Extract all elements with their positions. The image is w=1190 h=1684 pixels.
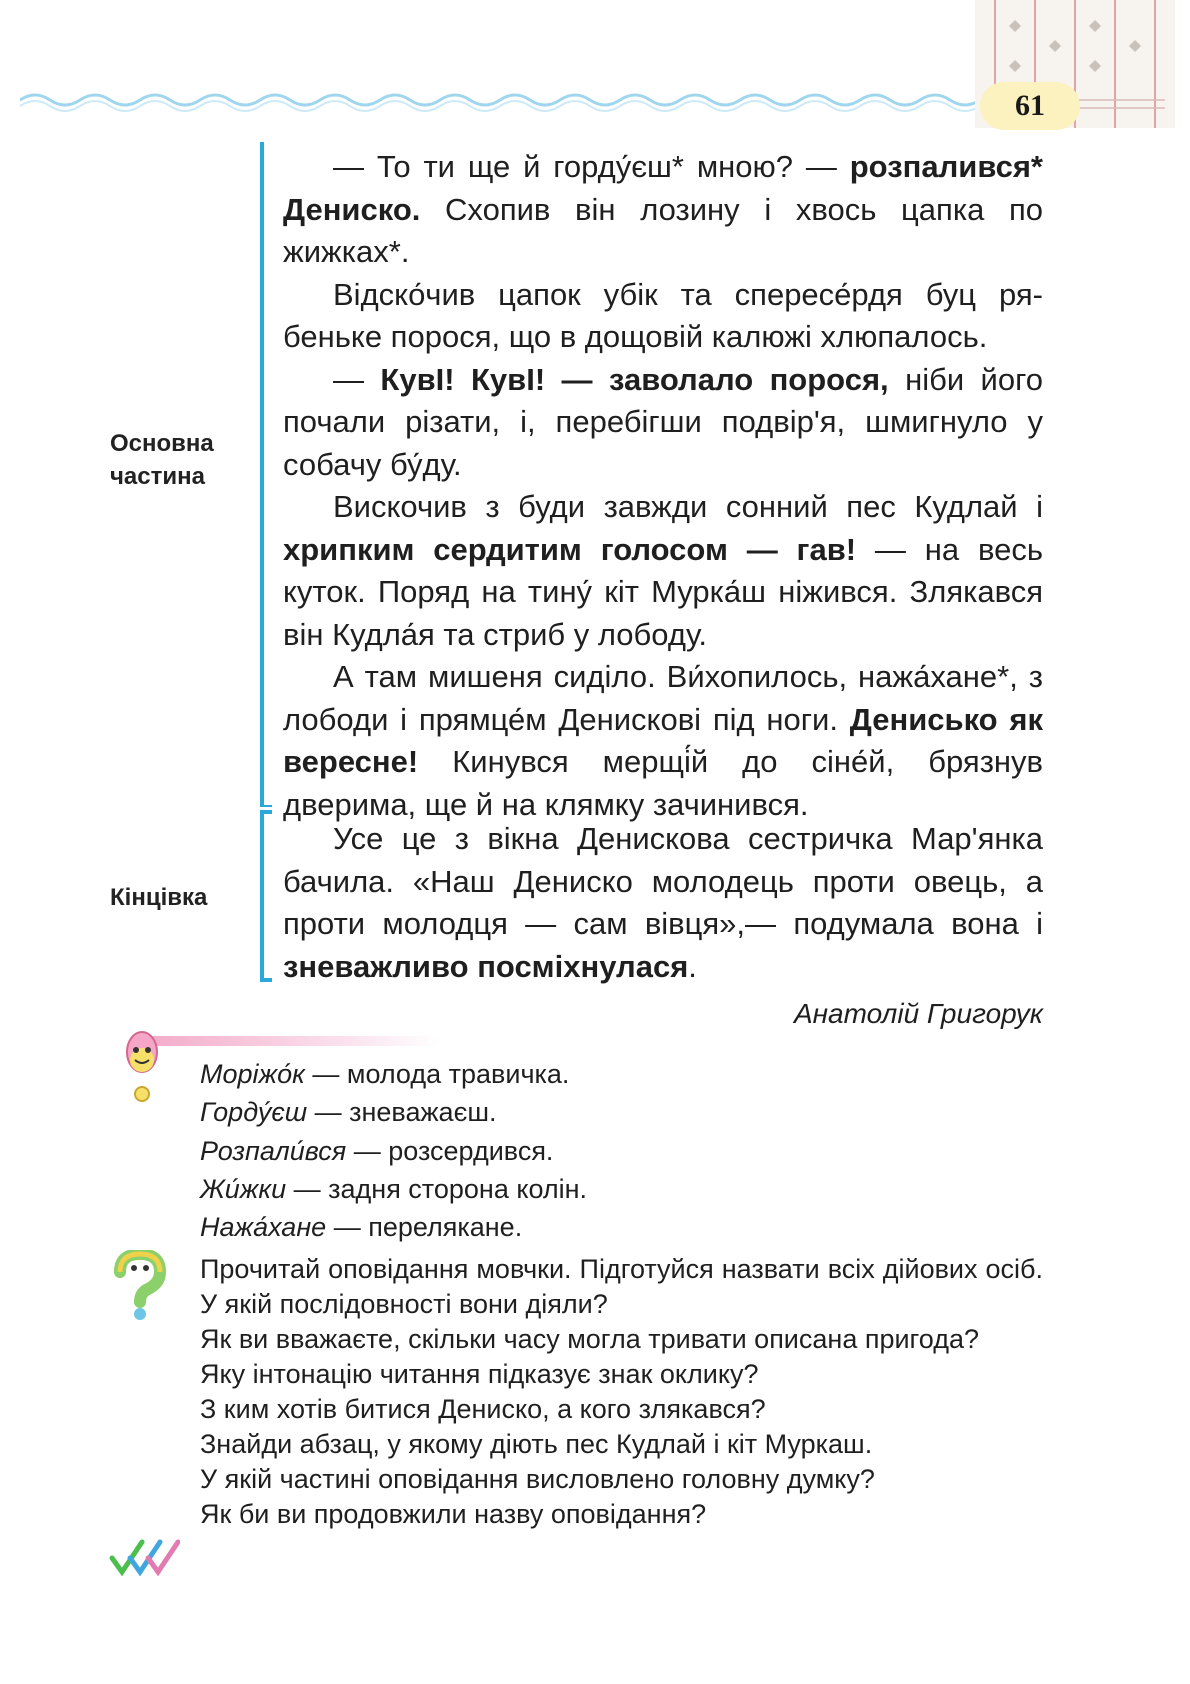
- story-bold-text: КувІ! КувІ! — заволало порося,: [380, 361, 889, 397]
- story-text: ніби його почали різати, і, перебігши подвір'я, шмигнуло у собачу бу́ду.: [283, 361, 1043, 482]
- story-text: А там мишеня сиділо. Ви́хопилось, нажа́хане*, з лободи і прямце́м Денискові під ноги.: [283, 659, 1043, 737]
- glossary-term: Жи́жки: [200, 1173, 287, 1204]
- story-ending: [283, 818, 1043, 988]
- header-wave-decoration: [20, 88, 980, 112]
- ending-bracket: [258, 810, 272, 982]
- main-part-label-line1: Основна: [110, 430, 214, 457]
- story-bold-text: розпалився* Дениско.: [283, 149, 1043, 227]
- glossary-item: [200, 1208, 587, 1246]
- story-text: —: [333, 361, 381, 397]
- glossary-item: [200, 1170, 587, 1208]
- glossary-definition: — переляканe.: [326, 1212, 523, 1243]
- glossary-term: Моріжо́к: [200, 1059, 305, 1089]
- glossary-term: Розпали́вся: [200, 1135, 347, 1166]
- exclamation-character-icon: [122, 1030, 162, 1104]
- story-paragraph: [283, 359, 1043, 487]
- glossary-definition: — задня сторона колін.: [286, 1173, 588, 1204]
- story-text: Вискочив з буди завжди сонний пес Кудлай і: [333, 489, 1043, 524]
- story-paragraph: [283, 818, 1043, 988]
- question-item: Яку інтонацію читання підказує знак оклику?: [200, 1359, 759, 1389]
- glossary-term: Нажа́хане: [200, 1212, 327, 1243]
- glossary-definition: — зневажаєш.: [307, 1097, 497, 1128]
- glossary-item: [200, 1132, 587, 1170]
- story-paragraph: [283, 146, 1043, 274]
- glossary-item: [200, 1093, 587, 1131]
- story-paragraph: Відско́чив цапок убік та спересе́рдя буц рябеньке порося, що в дощовій калюжі хлюпалось.: [283, 276, 1043, 354]
- glossary-definition: — молода травичка.: [304, 1059, 570, 1089]
- story-bold-text: зневажливо посміхнулася: [283, 948, 689, 984]
- ending-label: Кінцівка: [110, 884, 208, 911]
- main-part-label-line2: частина: [110, 463, 205, 490]
- glossary: [200, 1055, 587, 1246]
- story-text: .: [688, 948, 697, 984]
- story-paragraph: [283, 656, 1043, 826]
- question-item: Знайди абзац, у якому діють пес Кудлай і кіт Муркаш.: [200, 1429, 873, 1459]
- glossary-divider: [140, 1036, 440, 1046]
- glossary-term: Горду́єш: [200, 1097, 308, 1128]
- glossary-definition: — розсердився.: [346, 1135, 554, 1166]
- story-main-part: [283, 146, 1043, 826]
- story-bold-text: Денисько як вересне!: [283, 701, 1043, 779]
- main-part-bracket: [258, 142, 272, 807]
- page-number: 61: [980, 82, 1080, 130]
- question-item: Як ви вважаєте, скільки часу могла тривати описана пригода?: [200, 1324, 980, 1354]
- story-bold-text: хрипким сердитим голосом — гав!: [283, 531, 857, 567]
- question-item: Як би ви продовжили назву оповідання?: [200, 1499, 707, 1529]
- question-character-icon: [108, 1250, 168, 1322]
- story-text: Усе це з вікна Денискова сестричка Мар'янка бачила. «Наш Дениско молодець проти овець, а проти молодця — сам вівця»,— подумала вона і: [283, 821, 1043, 941]
- main-part-label: [110, 427, 214, 493]
- question-item: У якій частині оповідання висловлено головну думку?: [200, 1464, 875, 1494]
- story-text: — на весь куток. Поряд на тину́ кіт Мурка́ш ніжився. Злякався він Кудла́я та стриб у лободу.: [283, 531, 1043, 652]
- question-item: Прочитай оповідання мовчки. Підготуйся назвати всіх дійових осіб. У якій послідовності вони діяли?: [200, 1254, 1043, 1319]
- story-text: Схопив він лозину і хвось цапка по жижках*.: [283, 191, 1043, 269]
- story-text: Кинувся мерщі́й до сіне́й, брязнув дверима, ще й на клямку зачинився.: [283, 744, 1043, 822]
- question-item: З ким хотів битися Дениско, а кого злякався?: [200, 1394, 766, 1424]
- author-name: Анатолій Григорук: [793, 998, 1043, 1029]
- questions-list: [200, 1252, 1043, 1532]
- checkmarks-icon: [108, 1538, 180, 1578]
- story-text: — То ти ще й горду́єш* мною? —: [333, 149, 850, 184]
- glossary-item: [200, 1055, 587, 1093]
- story-paragraph: [283, 486, 1043, 656]
